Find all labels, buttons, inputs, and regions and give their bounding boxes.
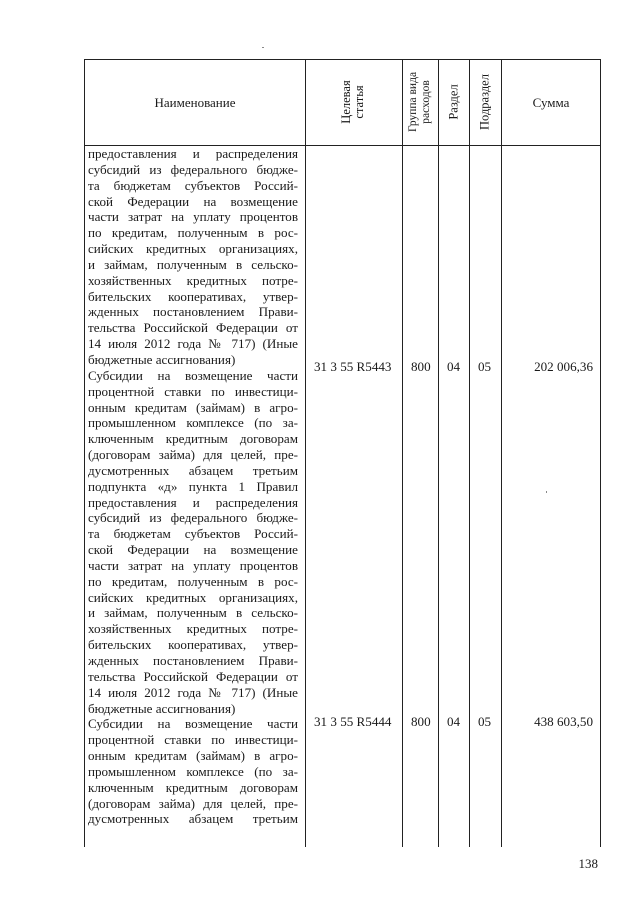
name-line: та бюджетам субъектов Россий- [88, 177, 298, 193]
header-expense-group-text: Группа вида расходов [407, 71, 432, 133]
name-line: ключенным кредитным договорам [88, 431, 298, 447]
header-section: Раздел [446, 84, 461, 120]
table-divider-name [305, 59, 306, 847]
row1-subsection: 05 [478, 359, 492, 374]
row2-subsection: 05 [478, 714, 492, 729]
page-number: 138 [578, 856, 598, 871]
name-column-text [88, 146, 298, 827]
name-line: субсидий из федерального бюдже- [88, 510, 298, 526]
name-line: подпункта «д» пункта 1 Правил [88, 478, 298, 494]
row1-section: 04 [447, 359, 461, 374]
name-line: сийских кредитных организациях, [88, 589, 298, 605]
name-line: хозяйственных кредитных потре- [88, 272, 298, 288]
header-name: Наименование [154, 95, 236, 110]
name-line: по кредитам, полученным в рос- [88, 225, 298, 241]
name-line: сийских кредитных организациях, [88, 241, 298, 257]
row1-amount: 202 006,36 [534, 359, 593, 374]
table-border-top [84, 59, 601, 60]
name-line: Субсидии на возмещение части [88, 716, 298, 732]
name-line: ской Федерации на возмещение [88, 193, 298, 209]
name-line: и займам, полученным в сельско- [88, 605, 298, 621]
name-line: бительских кооперативах, утвер- [88, 288, 298, 304]
name-line: онным кредитам (займам) в агро- [88, 748, 298, 764]
row2-section: 04 [447, 714, 461, 729]
name-line: процентной ставки по инвестици- [88, 732, 298, 748]
table-divider-subsection [501, 59, 502, 847]
name-line: субсидий из федерального бюдже- [88, 161, 298, 177]
name-line: дусмотренных абзацем третьим [88, 462, 298, 478]
name-line: дусмотренных абзацем третьим [88, 811, 298, 827]
name-line: предоставления и распределения [88, 494, 298, 510]
table-divider-section [469, 59, 470, 847]
name-line: промышленном комплексе (по за- [88, 415, 298, 431]
name-line: 14 июля 2012 года № 717) (Иные [88, 684, 298, 700]
row2-target: 31 3 55 R5444 [314, 714, 392, 729]
header-subsection: Подраздел [477, 74, 492, 130]
name-line: жденных постановлением Прави- [88, 304, 298, 320]
table-divider-target [402, 59, 403, 847]
name-line: тельства Российской Федерации от [88, 320, 298, 336]
name-line: тельства Российской Федерации от [88, 668, 298, 684]
header-expense-group [407, 72, 433, 132]
scan-mark [262, 47, 264, 48]
row1-group: 800 [411, 359, 431, 374]
name-line: ской Федерации на возмещение [88, 542, 298, 558]
name-line: бюджетные ассигнования) [88, 351, 236, 367]
row2-amount: 438 603,50 [534, 714, 593, 729]
name-line: (договорам займа) для целей, пре- [88, 447, 298, 463]
name-line: и займам, полученным в сельско- [88, 256, 298, 272]
name-line: части затрат на уплату процентов [88, 557, 298, 573]
name-line: онным кредитам (займам) в агро- [88, 399, 298, 415]
name-line: Субсидии на возмещение части [88, 367, 298, 383]
name-line: бительских кооперативах, утвер- [88, 637, 298, 653]
name-line: промышленном комплексе (по за- [88, 763, 298, 779]
name-line: по кредитам, полученным в рос- [88, 573, 298, 589]
row1-target: 31 3 55 R5443 [314, 359, 392, 374]
table-border-left [84, 59, 85, 847]
name-line: жденных постановлением Прави- [88, 653, 298, 668]
name-line: бюджетные ассигнования) [88, 700, 236, 716]
table-border-right [600, 59, 601, 847]
table-divider-group [438, 59, 439, 847]
header-amount: Сумма [532, 95, 570, 110]
row2-group: 800 [411, 714, 431, 729]
scan-mark [546, 491, 547, 493]
name-line: та бюджетам субъектов Россий- [88, 526, 298, 542]
name-line: (договорам займа) для целей, пре- [88, 795, 298, 811]
name-line: 14 июля 2012 года № 717) (Иные [88, 336, 298, 352]
name-line: хозяйственных кредитных потре- [88, 621, 298, 637]
header-target-article-text: Целевая статья [339, 80, 366, 124]
name-line: предоставления и распределения [88, 146, 298, 161]
header-target-article [340, 80, 366, 123]
name-line: части затрат на уплату процентов [88, 209, 298, 225]
name-line: ключенным кредитным договорам [88, 779, 298, 795]
name-line: процентной ставки по инвестици- [88, 383, 298, 399]
